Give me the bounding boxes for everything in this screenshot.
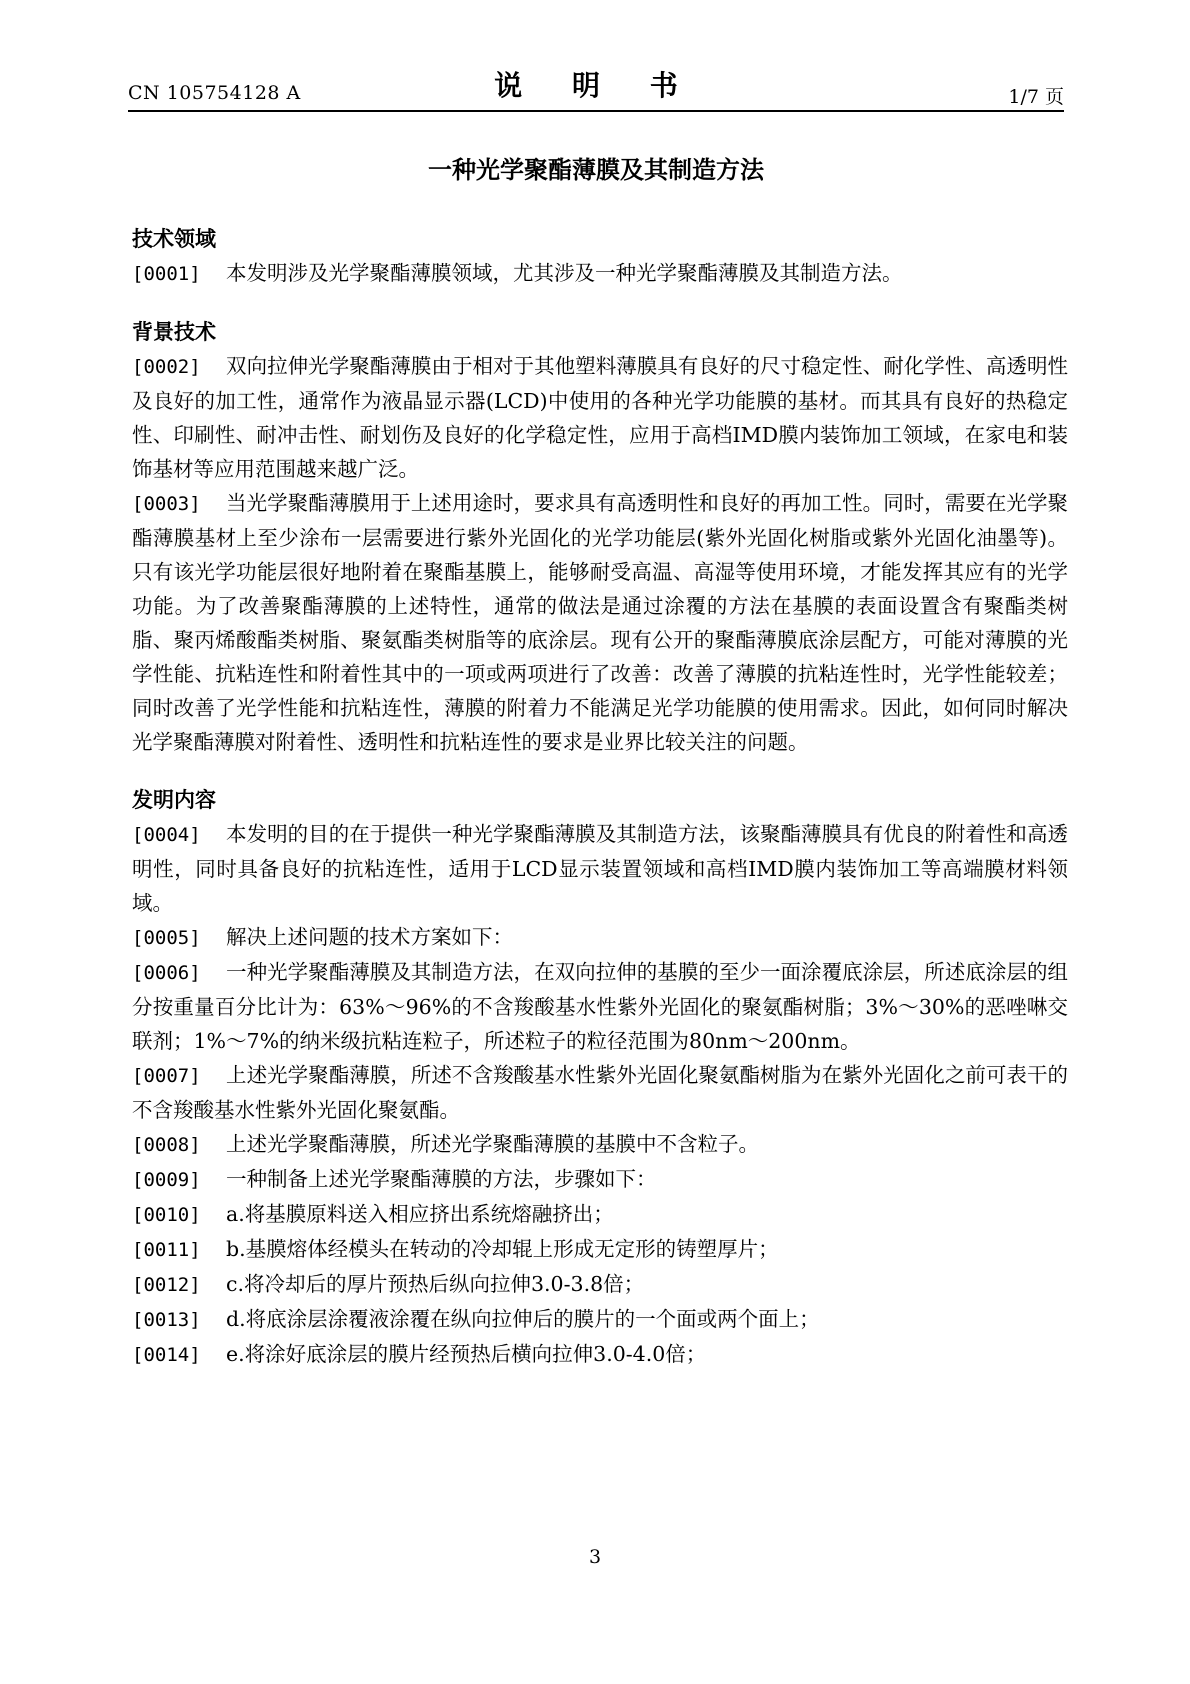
paragraph-number: [0011] (132, 1239, 201, 1261)
page-number: 3 (588, 1546, 602, 1568)
paragraph (132, 1162, 1068, 1197)
section-heading: 技术领域 (132, 227, 216, 251)
paragraph-text: b.基膜熔体经模头在转动的冷却辊上形成无定形的铸塑厚片； (226, 1237, 779, 1261)
paragraph-number: [0014] (132, 1344, 201, 1366)
section-technical-field (132, 222, 1068, 291)
paragraph-number: [0001] (132, 263, 201, 285)
section-background (132, 315, 1068, 759)
section-invention-content (132, 783, 1068, 1372)
document-number: CN 105754128 A (128, 82, 301, 104)
paragraph-number: [0004] (132, 824, 201, 846)
paragraph (132, 817, 1068, 920)
paragraph-text: c.将冷却后的厚片预热后纵向拉伸3.0-3.8倍； (226, 1272, 645, 1296)
page-info: 1/7 页 (1008, 86, 1064, 108)
document-title: 一种光学聚酯薄膜及其制造方法 (428, 156, 764, 184)
page-header (128, 60, 1064, 112)
paragraph (132, 1058, 1068, 1127)
paragraph-number: [0007] (132, 1065, 201, 1087)
paragraph (132, 349, 1068, 486)
paragraph-text: 本发明的目的在于提供一种光学聚酯薄膜及其制造方法，该聚酯薄膜具有优良的附着性和高透明性，同时具备良好的抗粘连性，适用于LCD显示装置领域和高档IMD膜内装饰加工等高端膜材料领域。 (132, 822, 1068, 915)
header-rule (128, 110, 1064, 112)
paragraph-text: a.将基膜原料送入相应挤出系统熔融挤出； (226, 1202, 614, 1226)
paragraph-number: [0010] (132, 1204, 201, 1226)
paragraph (132, 1337, 1068, 1372)
paragraph-text: 双向拉伸光学聚酯薄膜由于相对于其他塑料薄膜具有良好的尺寸稳定性、耐化学性、高透明性及良好的加工性，通常作为液晶显示器(LCD)中使用的各种光学功能膜的基材。而其具有良好的热稳定性、印刷性、耐冲击性、耐划伤及良好的化学稳定性，应用于高档IMD膜内装饰加工领域，在家电和装饰基材等应用范围越来越广泛。 (132, 354, 1068, 481)
paragraph (132, 1127, 1068, 1162)
paragraph (132, 1267, 1068, 1302)
paragraph-number: [0009] (132, 1169, 201, 1191)
paragraph-number: [0006] (132, 962, 201, 984)
paragraph-text: d.将底涂层涂覆液涂覆在纵向拉伸后的膜片的一个面或两个面上； (226, 1307, 820, 1331)
document-type: 说 明 书 (494, 69, 698, 102)
paragraph-number: [0003] (132, 493, 201, 515)
paragraph (132, 1302, 1068, 1337)
paragraph-text: 上述光学聚酯薄膜，所述光学聚酯薄膜的基膜中不含粒子。 (226, 1132, 759, 1156)
paragraph (132, 955, 1068, 1058)
paragraph-text: 本发明涉及光学聚酯薄膜领域，尤其涉及一种光学聚酯薄膜及其制造方法。 (226, 261, 903, 285)
paragraph-text: 一种制备上述光学聚酯薄膜的方法，步骤如下： (226, 1167, 657, 1191)
paragraph (132, 486, 1068, 759)
paragraph-number: [0002] (132, 356, 201, 378)
paragraph-number: [0012] (132, 1274, 201, 1296)
section-heading: 发明内容 (132, 788, 216, 812)
paragraph (132, 256, 1068, 291)
paragraph (132, 920, 1068, 955)
paragraph-number: [0008] (132, 1134, 201, 1156)
paragraph-number: [0005] (132, 927, 201, 949)
paragraph-number: [0013] (132, 1309, 201, 1331)
paragraph-text: 解决上述问题的技术方案如下： (226, 925, 513, 949)
document-body (132, 222, 1068, 1372)
paragraph-text: 当光学聚酯薄膜用于上述用途时，要求具有高透明性和良好的再加工性。同时，需要在光学聚酯薄膜基材上至少涂布一层需要进行紫外光固化的光学功能层(紫外光固化树脂或紫外光固化油墨等)。只有该光学功能层很好地附着在聚酯基膜上，能够耐受高温、高湿等使用环境，才能发挥其应有的光学功能。为了改善聚酯薄膜的上述特性，通常的做法是通过涂覆的方法在基膜的表面设置含有聚酯类树脂、聚丙烯酸酯类树脂、聚氨酯类树脂等的底涂层。现有公开的聚酯薄膜底涂层配方，可能对薄膜的光学性能、抗粘连性和附着性其中的一项或两项进行了改善：改善了薄膜的抗粘连性时，光学性能较差；同时改善了光学性能和抗粘连性，薄膜的附着力不能满足光学功能膜的使用需求。因此，如何同时解决光学聚酯薄膜对附着性、透明性和抗粘连性的要求是业界比较关注的问题。 (132, 491, 1068, 754)
paragraph-text: e.将涂好底涂层的膜片经预热后横向拉伸3.0-4.0倍； (226, 1342, 707, 1366)
paragraph-text: 一种光学聚酯薄膜及其制造方法，在双向拉伸的基膜的至少一面涂覆底涂层，所述底涂层的组分按重量百分比计为：63%～96%的不含羧酸基水性紫外光固化的聚氨酯树脂；3%～30%的恶唑啉交联剂；1%～7%的纳米级抗粘连粒子，所述粒子的粒径范围为80nm～200nm。 (132, 960, 1068, 1053)
section-heading: 背景技术 (132, 320, 216, 344)
paragraph (132, 1232, 1068, 1267)
paragraph-text: 上述光学聚酯薄膜，所述不含羧酸基水性紫外光固化聚氨酯树脂为在紫外光固化之前可表干的不含羧酸基水性紫外光固化聚氨酯。 (132, 1063, 1068, 1122)
paragraph (132, 1197, 1068, 1232)
